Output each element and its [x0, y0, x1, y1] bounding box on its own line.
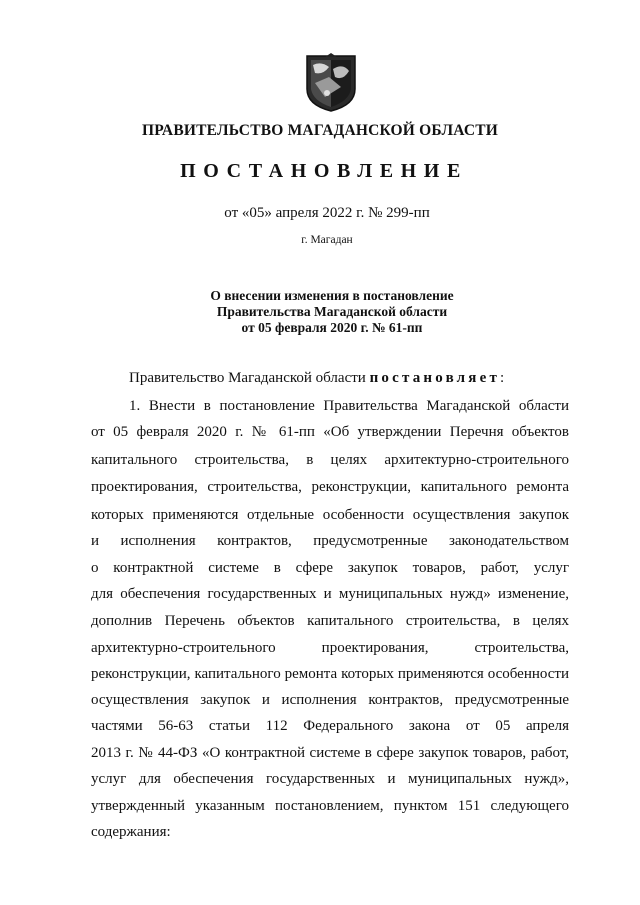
body-line: осуществления закупок и исполнения контрактов, предусмотренные — [91, 692, 569, 708]
body-line: утвержденный указанным постановлением, пунктом 151 следующего — [91, 798, 569, 814]
government-title: ПРАВИТЕЛЬСТВО МАГАДАНСКОЙ ОБЛАСТИ — [141, 122, 499, 139]
city-name: г. Магадан — [301, 234, 353, 246]
body-line: проектирования, строительства, реконструкции, капитального ремонта — [91, 479, 569, 495]
subject-line: от 05 февраля 2020 г. № 61-пп — [241, 320, 423, 335]
body-line: о контрактной системе в сфере закупок товаров, работ, услуг — [91, 560, 569, 576]
body-line: 2013 г. № 44-ФЗ «О контрактной системе в сфере закупок товаров, работ, — [91, 745, 569, 761]
document-type-title: ПОСТАНОВЛЕНИЕ — [180, 160, 468, 182]
body-line: для обеспечения государственных и муниципальных нужд» изменение, — [91, 586, 569, 602]
body-line: капитального строительства, в целях архитектурно-строительного — [91, 452, 569, 468]
body-line: архитектурно-строительного проектирования, строительства, — [91, 640, 569, 656]
body-line: которых применяются отдельные особенности осуществления закупок — [91, 507, 569, 523]
body-line: реконструкции, капитального ремонта которых применяются особенности — [91, 666, 569, 682]
body-line: и исполнения контрактов, предусмотренные законодательством — [91, 533, 569, 549]
subject-line: О внесении изменения в постановление — [210, 288, 454, 303]
intro-line — [129, 368, 569, 388]
intro-suffix: : — [500, 370, 505, 386]
body-line: дополнив Перечень объектов капитального строительства, в целях — [91, 613, 569, 629]
body-line: частями 56-63 статьи 112 Федерального закона от 05 апреля — [91, 718, 569, 734]
coat-of-arms-icon — [303, 53, 359, 113]
date-and-number: от «05» апреля 2022 г. № 299-пп — [224, 205, 430, 221]
document-subject — [0, 288, 640, 336]
intro-prefix: Правительство Магаданской области — [129, 370, 370, 386]
decree-verb: постановляет — [369, 370, 501, 386]
body-line: содержания: — [91, 824, 171, 840]
body-line: услуг для обеспечения государственных и муниципальных нужд», — [91, 771, 569, 787]
body-line: 1. Внести в постановление Правительства Магаданской области — [129, 398, 569, 414]
subject-line: Правительства Магаданской области — [216, 304, 448, 319]
body-line: от 05 февраля 2020 г. № 61-пп «Об утверждении Перечня объектов — [91, 424, 569, 440]
